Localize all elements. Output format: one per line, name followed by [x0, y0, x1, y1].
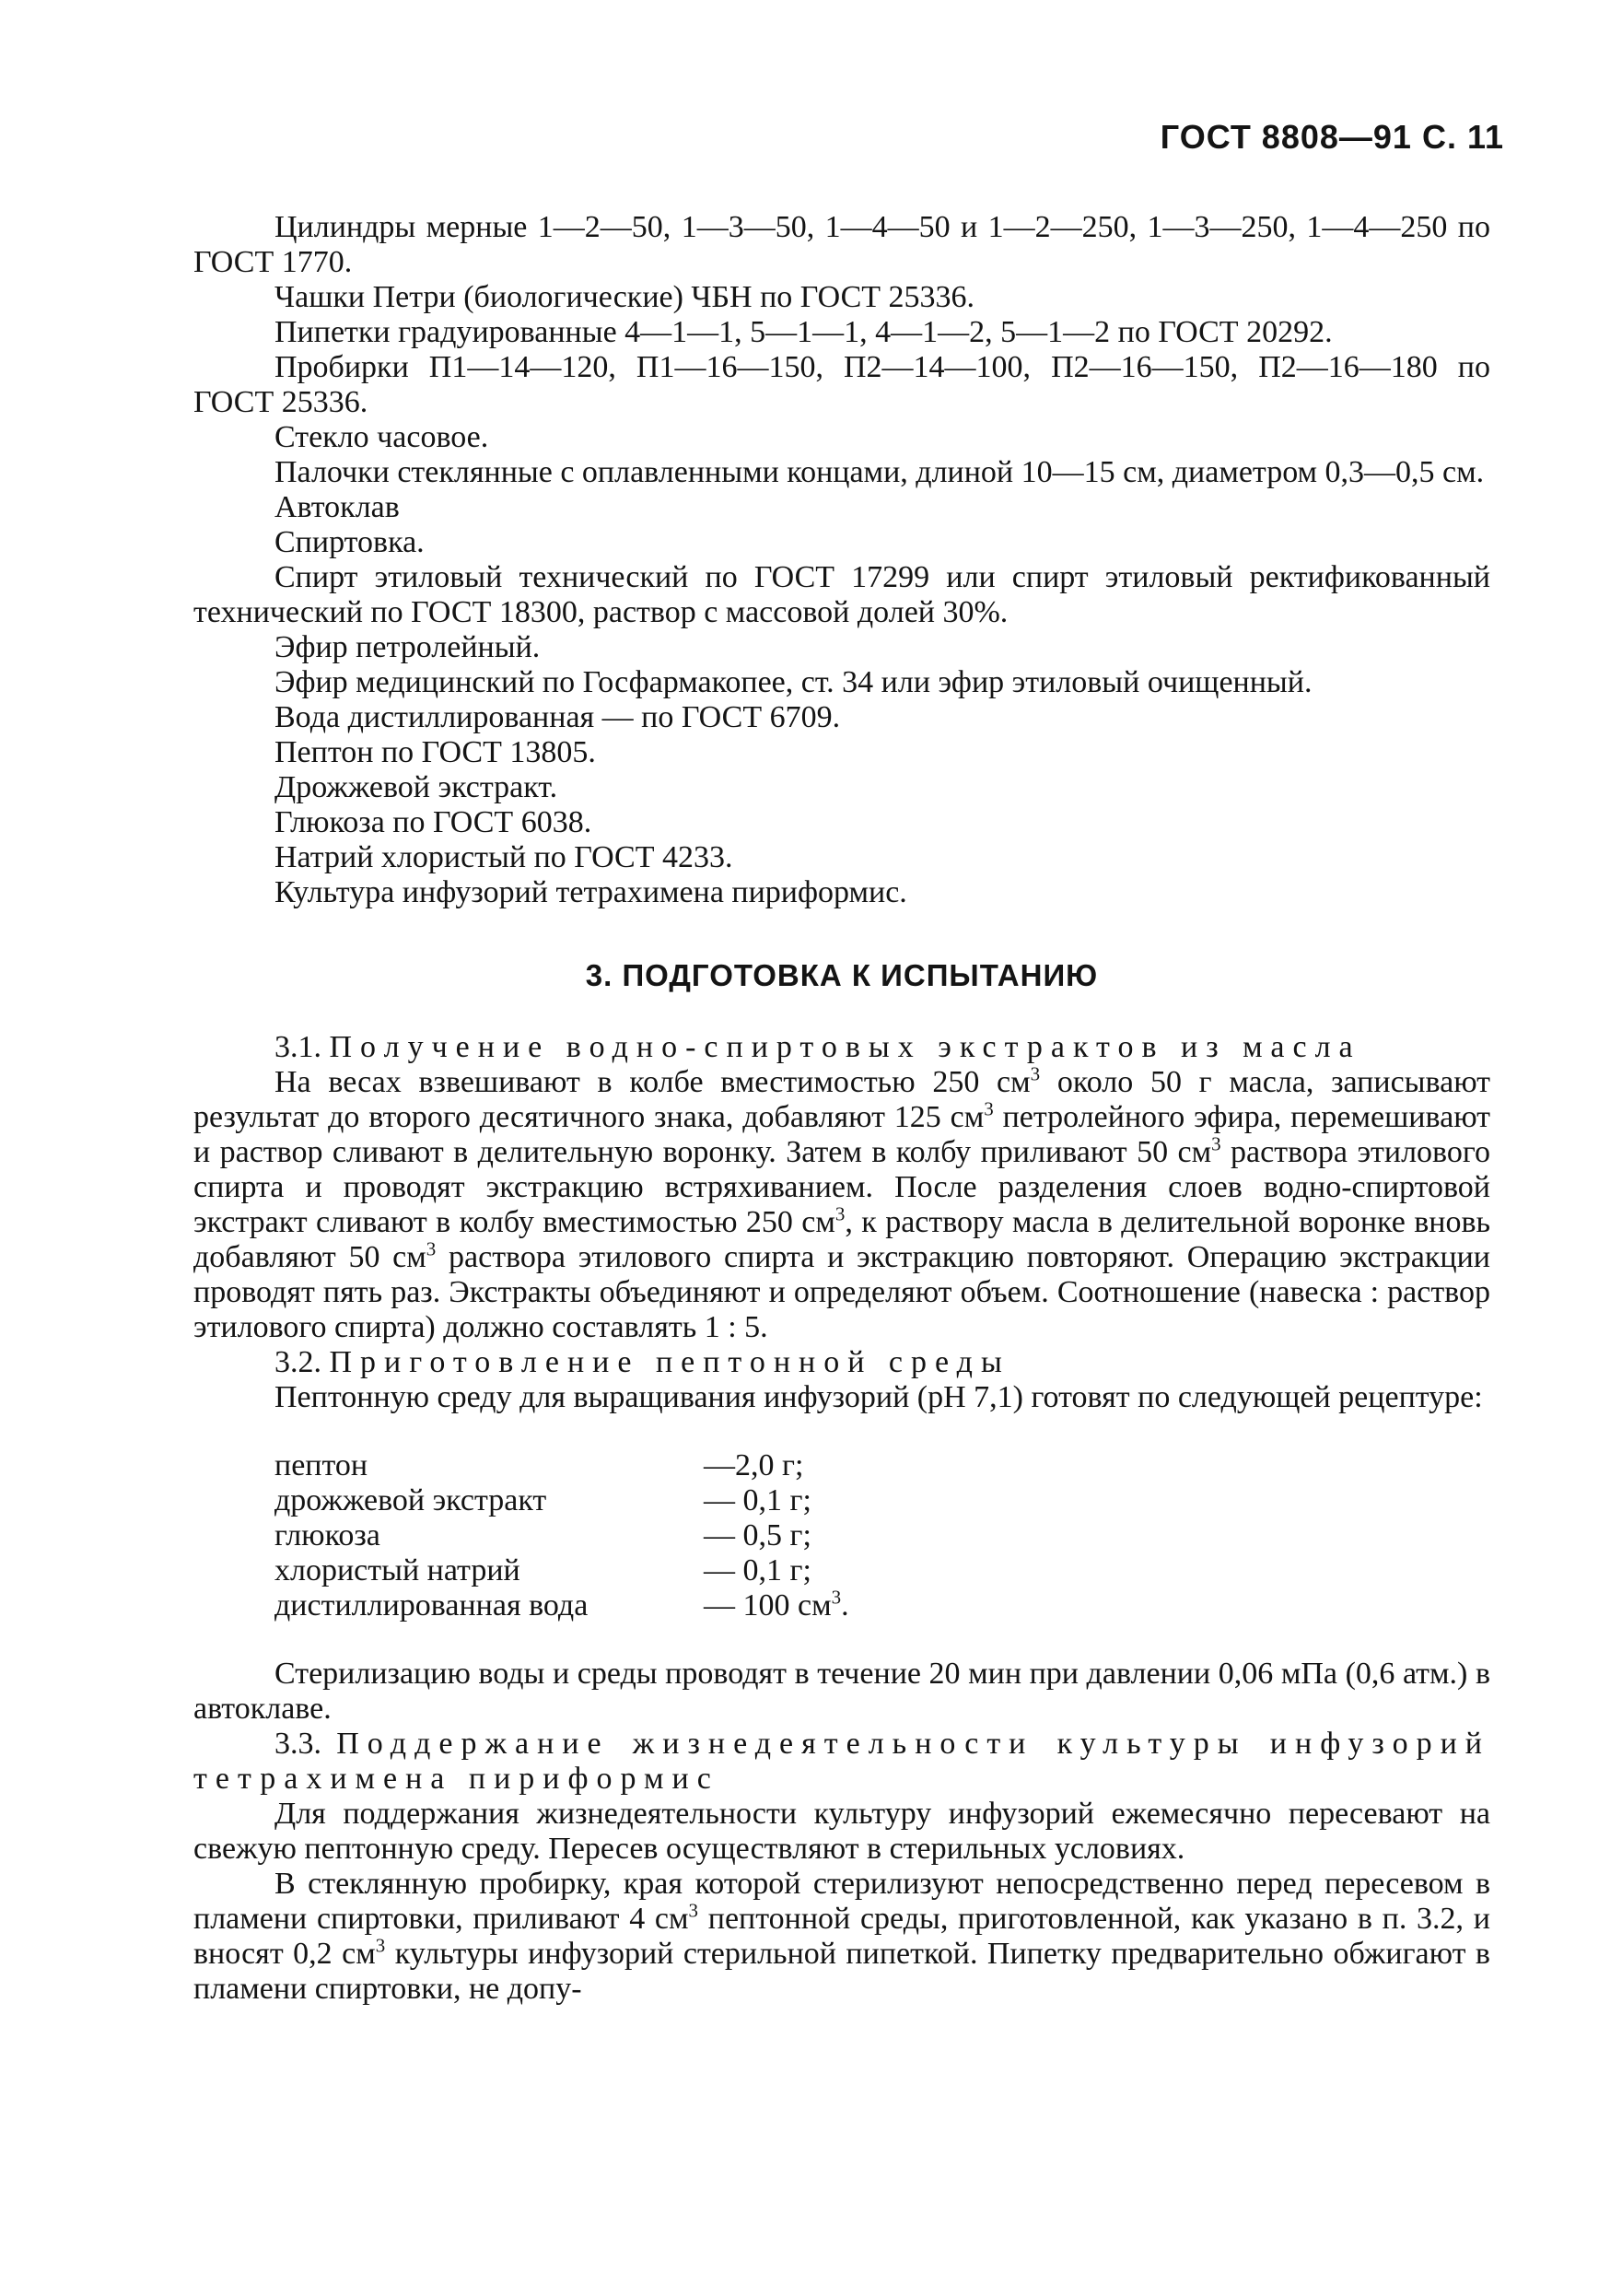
subsection-3-3-paragraph-2	[193, 1867, 1490, 2007]
text-run: петролейного эфира, перемешивают и раствор сливают в делительную воронку. Затем в колбу приливают 50 см	[193, 1100, 1491, 1169]
superscript: 3	[984, 1097, 994, 1120]
text-run: , к раствору масла в делительной воронке вновь добавляют 50 см	[193, 1205, 1490, 1274]
page-body	[193, 210, 1490, 2007]
ingredient-name: хлористый натрий	[274, 1553, 520, 1587]
list-item: Пипетки градуированные 4—1—1, 5—1—1, 4—1—2, 5—1—2 по ГОСТ 20292.	[274, 315, 1333, 349]
subsection-3-1-heading	[193, 1030, 1490, 1065]
ingredient-amount: —2,0 г;	[704, 1448, 804, 1482]
list-item: Спирт этиловый технический по ГОСТ 17299 или спирт этиловый ректификованный технический по ГОСТ 18300, раствор с массовой долей 30%.	[193, 560, 1490, 629]
list-item: Цилиндры мерные 1—2—50, 1—3—50, 1—4—50 и 1—2—250, 1—3—250, 1—4—250 по ГОСТ 1770.	[193, 210, 1490, 279]
text-run: раствора этилового спирта и экстракцию повторяют. Операцию экстракции проводят пять раз. Экстракты объединяют и определяют объем. Соотношение (навеска : раствор этилового спирта) должно составлять 1 : 5.	[193, 1240, 1490, 1344]
subsection-3-2-heading	[193, 1345, 1490, 1380]
subsection-number: 3.2.	[274, 1345, 321, 1379]
list-item: Пептон по ГОСТ 13805.	[274, 735, 596, 769]
superscript: 3	[831, 1586, 842, 1609]
text-run: На весах взвешивают в колбе вместимостью 250 см	[274, 1065, 1031, 1099]
list-item: Чашки Петри (биологические) ЧБН по ГОСТ 25336.	[274, 280, 975, 314]
subsection-number: 3.1.	[274, 1030, 321, 1064]
subsection-title: Приготовление пептонной среды	[329, 1345, 1010, 1379]
subsection-3-1-paragraph	[193, 1062, 1491, 1345]
list-item: Дрожжевой экстракт.	[274, 770, 558, 804]
recipe-table	[274, 1448, 849, 1623]
list-item: Автоклав	[274, 490, 400, 524]
list-item: Культура инфузорий тетрахимена пириформис.	[274, 875, 907, 909]
list-item: Вода дистиллированная — по ГОСТ 6709.	[274, 700, 841, 734]
subsection-3-3-paragraph-1: Для поддержания жизнедеятельности культуру инфузорий ежемесячно пересевают на свежую пептонную среду. Пересев осуществляют в стерильных условиях.	[193, 1797, 1490, 1866]
table-row	[274, 1483, 849, 1518]
table-row	[274, 1518, 849, 1553]
list-item: Стекло часовое.	[274, 420, 489, 454]
ingredient-amount: — 0,5 г;	[704, 1518, 811, 1552]
table-row	[274, 1553, 849, 1588]
text-run: пептонной среды, приготовленной, как указано в п. 3.2, и вносят 0,2 см	[193, 1902, 1490, 1971]
list-item: Эфир петролейный.	[274, 630, 541, 664]
superscript: 3	[1030, 1062, 1041, 1085]
text-run: около 50 г масла, записывают результат до второго десятичного знака, добавляют 125 см	[193, 1065, 1491, 1134]
superscript: 3	[688, 1899, 699, 1922]
table-row	[274, 1448, 849, 1483]
superscript: 3	[1211, 1132, 1221, 1155]
text-run: раствора этилового спирта и проводят экстракцию встряхиванием. После разделения слоев водно-спиртовой экстракт сливают в колбу вместимостью 250 см	[193, 1135, 1490, 1239]
list-item: Натрий хлористый по ГОСТ 4233.	[274, 840, 733, 874]
subsection-title: Поддержание жизнедеятельности культуры инфузорий тетрахимена пириформис	[193, 1727, 1491, 1796]
superscript: 3	[426, 1237, 437, 1260]
ingredient-amount: — 0,1 г;	[704, 1483, 811, 1517]
table-row	[274, 1588, 849, 1623]
subsection-3-2-intro: Пептонную среду для выращивания инфузорий (pH 7,1) готовят по следующей рецептуре:	[274, 1380, 1483, 1414]
list-item: Спиртовка.	[274, 525, 425, 559]
subsection-number: 3.3.	[274, 1727, 321, 1761]
ingredient-name: дистиллированная вода	[274, 1588, 589, 1622]
sterilization-paragraph: Стерилизацию воды и среды проводят в течение 20 мин при давлении 0,06 мПа (0,6 атм.) в автоклаве.	[193, 1657, 1490, 1726]
subsection-title: Получение водно-спиртовых экстрактов из масла	[329, 1030, 1361, 1064]
page-header: ГОСТ 8808—91 С. 11	[1160, 118, 1504, 156]
list-item: Глюкоза по ГОСТ 6038.	[274, 805, 592, 839]
list-item: Палочки стеклянные с оплавленными концами, длиной 10—15 см, диаметром 0,3—0,5 см.	[274, 455, 1485, 489]
section-heading: 3. ПОДГОТОВКА К ИСПЫТАНИЮ	[585, 958, 1099, 992]
text-run: В стеклянную пробирку, края которой стерилизуют непосредственно перед пересевом в пламени спиртовки, приливают 4 см	[193, 1867, 1490, 1936]
text-run: — 100 см	[704, 1588, 832, 1622]
ingredient-name: глюкоза	[274, 1518, 380, 1552]
ingredient-amount	[704, 1588, 849, 1623]
text-run: .	[841, 1588, 849, 1622]
equipment-list	[193, 210, 1490, 910]
ingredient-name: дрожжевой экстракт	[274, 1483, 547, 1517]
ingredient-amount: — 0,1 г;	[704, 1553, 811, 1587]
superscript: 3	[375, 1934, 386, 1957]
subsection-3-3-heading	[193, 1727, 1490, 1797]
text-run: культуры инфузорий стерильной пипеткой. Пипетку предварительно обжигают в пламени спиртовки, не допу-	[193, 1937, 1490, 2006]
list-item: Пробирки П1—14—120, П1—16—150, П2—14—100, П2—16—150, П2—16—180 по ГОСТ 25336.	[193, 350, 1490, 419]
superscript: 3	[834, 1202, 846, 1225]
list-item: Эфир медицинский по Госфармакопее, ст. 34 или эфир этиловый очищенный.	[274, 665, 1313, 699]
ingredient-name: пептон	[274, 1448, 368, 1482]
